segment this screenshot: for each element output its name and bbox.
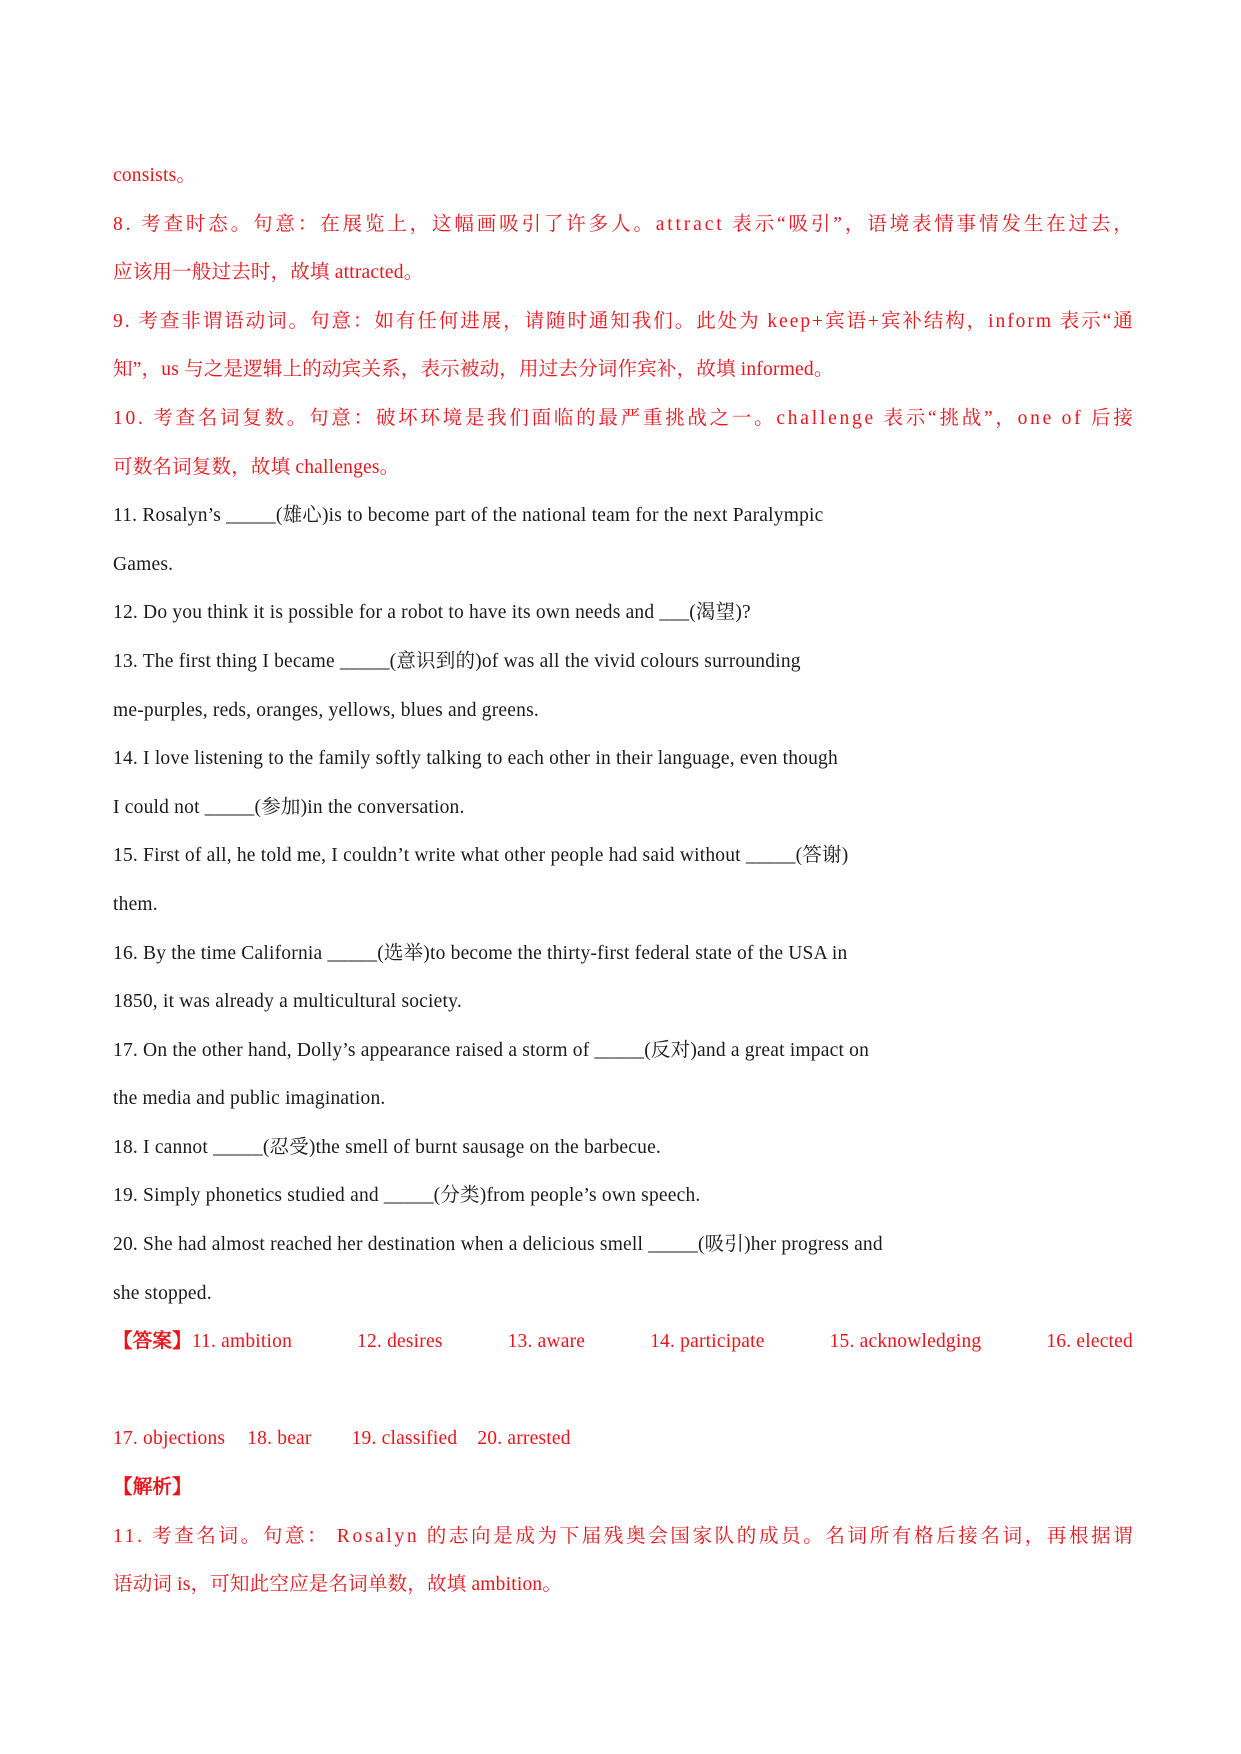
question-13: 13. The first thing I became _____(意识到的)of was all the vivid colours surrounding xyxy=(113,650,801,672)
question-11-cont: Games. xyxy=(113,553,174,575)
question-11: 11. Rosalyn’s _____(雄心)is to become part of the national team for the next Paralympic xyxy=(113,505,824,527)
question-15-cont: them. xyxy=(113,893,158,915)
question-14: 14. I love listening to the family softly talking to each other in their language, even though xyxy=(113,748,838,770)
explanation-line: 9. 考查非谓语动词。句意：如有任何进展，请随时通知我们。此处为 keep+宾语+宾补结构，inform 表示“通 xyxy=(113,310,1135,332)
question-18: 18. I cannot _____(忍受)the smell of burnt sausage on the barbecue. xyxy=(113,1136,662,1158)
analysis-line: 11. 考查名词。句意： Rosalyn 的志向是成为下届残奥会国家队的成员。名词所有格后接名词，再根据谓 xyxy=(113,1525,1136,1547)
question-17: 17. On the other hand, Dolly’s appearance raised a storm of _____(反对)and a great impact on xyxy=(113,1039,870,1061)
answer-item: 18. bear xyxy=(247,1428,312,1450)
question-20-cont: she stopped. xyxy=(113,1282,212,1304)
explanation-line: 10. 考查名词复数。句意：破坏环境是我们面临的最严重挑战之一。challenge 表示“挑战”，one of 后接 xyxy=(113,407,1136,429)
analysis-label: 【解析】 xyxy=(113,1477,192,1499)
answer-row-1 xyxy=(113,1318,1133,1367)
explanation-line: 8. 考查时态。句意：在展览上，这幅画吸引了许多人。attract 表示“吸引”，语境表情事情发生在过去， xyxy=(113,213,1136,235)
answer-item: 19. classified xyxy=(351,1428,458,1450)
question-17-cont: the media and public imagination. xyxy=(113,1088,386,1110)
question-19: 19. Simply phonetics studied and _____(分类)from people’s own speech. xyxy=(113,1185,701,1207)
analysis-line: 语动词 is，可知此空应是名词单数，故填 ambition。 xyxy=(113,1574,563,1596)
question-16: 16. By the time California _____(选举)to become the thirty-first federal state of the USA in xyxy=(113,942,848,964)
question-13-cont: me-purples, reds, oranges, yellows, blues and greens. xyxy=(113,699,539,721)
answer-item: 11. ambition xyxy=(191,1331,293,1353)
answer-item: 13. aware xyxy=(507,1331,586,1353)
answer-item: 14. participate xyxy=(650,1331,765,1353)
answer-item: 17. objections xyxy=(113,1428,226,1450)
explanation-line: 可数名词复数，故填 challenges。 xyxy=(113,456,400,478)
answer-item: 20. arrested xyxy=(477,1428,571,1450)
question-15: 15. First of all, he told me, I couldn’t write what other people had said without _____(答谢) xyxy=(113,845,849,867)
question-12: 12. Do you think it is possible for a robot to have its own needs and ___(渴望)? xyxy=(113,602,751,624)
answer-group-first xyxy=(113,1318,292,1367)
question-20: 20. She had almost reached her destination when a delicious smell _____(吸引)her progress and xyxy=(113,1234,883,1256)
blank-line xyxy=(113,1367,1133,1416)
answer-item: 16. elected xyxy=(1046,1331,1133,1353)
explanation-line: consists。 xyxy=(113,165,197,186)
answer-item: 15. acknowledging xyxy=(829,1331,982,1353)
document-content xyxy=(113,152,1136,1610)
answer-item: 12. desires xyxy=(357,1331,443,1353)
explanation-line: 应该用一般过去时，故填 attracted。 xyxy=(113,262,424,284)
question-16-cont: 1850, it was already a multicultural society. xyxy=(113,991,462,1013)
answer-label: 【答案】 xyxy=(113,1331,192,1353)
question-14-cont: I could not _____(参加)in the conversation. xyxy=(113,796,465,818)
explanation-line: 知”，us 与之是逻辑上的动宾关系，表示被动，用过去分词作宾补，故填 informed。 xyxy=(113,359,834,381)
answer-row-2 xyxy=(113,1415,1133,1464)
